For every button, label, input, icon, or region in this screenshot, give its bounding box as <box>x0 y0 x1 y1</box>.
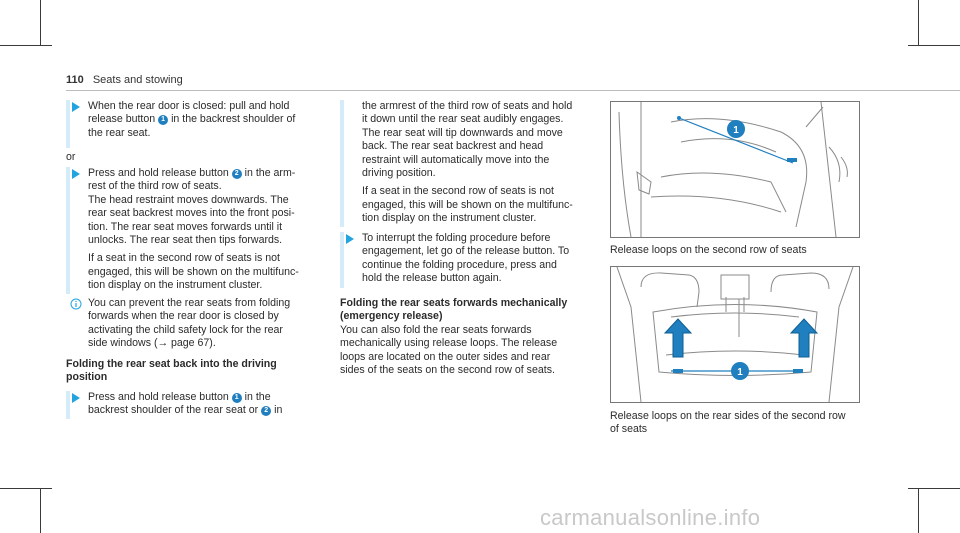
crop-mark <box>0 488 52 489</box>
text-line: rear seat backrest moves into the front posi- <box>88 207 295 220</box>
section-title: Seats and stowing <box>92 74 183 86</box>
text-line: release button 1 in the backrest shoulder of <box>88 113 296 126</box>
text-line: engaged, this will be shown on the multifunc- <box>88 265 299 278</box>
heading-line: Folding the rear seats forwards mechanically <box>340 297 568 309</box>
step-2 <box>66 167 336 294</box>
badge-2: 2 <box>261 406 271 416</box>
crop-mark <box>908 45 960 46</box>
step-arrow-icon <box>72 169 80 179</box>
step-4 <box>340 232 602 288</box>
text-line: When the rear door is closed: pull and hold <box>88 100 290 112</box>
badge-1: 1 <box>158 115 168 125</box>
text-line: driving position. <box>362 167 436 180</box>
text-line: If a seat in the second row of seats is not <box>362 185 554 198</box>
text-line: restraint will automatically move into the <box>362 153 550 166</box>
caption-line: Release loops on the rear sides of the second row <box>610 410 846 422</box>
seat-side-illustration <box>611 102 859 237</box>
figure-badge: 1 <box>737 367 743 378</box>
text-line: tion display on the instrument cluster. <box>88 279 263 292</box>
text-line: backrest shoulder of the rear seat or 2 in <box>88 404 283 417</box>
text-line: The head restraint moves downwards. The <box>88 193 289 206</box>
text-line: forwards when the rear door is closed by <box>88 310 279 323</box>
heading-line: Folding the rear seat back into the driving <box>66 358 277 370</box>
text-line: loops are located on the outer sides and rear <box>340 350 551 363</box>
step-3 <box>66 391 336 419</box>
text-line: back. The rear seat backrest and head <box>362 140 544 153</box>
header-rule <box>66 90 960 91</box>
note <box>66 297 336 351</box>
crop-mark <box>908 488 960 489</box>
step-arrow-icon <box>346 234 354 244</box>
watermark: carmanualsonline.info <box>540 505 761 530</box>
text-line: the armrest of the third row of seats and hold <box>362 100 573 112</box>
heading-emergency-release <box>340 297 610 324</box>
badge-1: 1 <box>232 393 242 403</box>
or-text: or <box>66 151 76 163</box>
crop-mark <box>40 488 41 533</box>
text-line: unlocks. The rear seat then tips forwards. <box>88 234 283 247</box>
step-arrow-icon <box>72 393 80 403</box>
text-line: If a seat in the second row of seats is not <box>88 252 280 265</box>
seat-rear-illustration <box>611 267 859 402</box>
page-header <box>66 74 960 86</box>
crop-mark <box>918 488 919 533</box>
text-line: To interrupt the folding procedure before <box>362 232 551 244</box>
step-arrow-icon <box>72 102 80 112</box>
caption-figure-1: Release loops on the second row of seats <box>610 244 807 256</box>
heading-fold-back <box>66 358 341 385</box>
text-line: You can also fold the rear seats forwards <box>340 324 532 336</box>
crop-mark <box>918 0 919 46</box>
figure-release-loops-rear-sides <box>610 266 860 403</box>
caption-line: of seats <box>610 423 648 436</box>
text-line: activating the child safety lock for the rear <box>88 323 283 336</box>
text-line: tion display on the instrument cluster. <box>362 212 537 225</box>
crop-mark <box>0 45 52 46</box>
text-line: The rear seat will tip downwards and move <box>362 126 563 139</box>
text-line: engagement, let go of the release button. To <box>362 245 570 258</box>
text-line: Press and hold release button 1 in the <box>88 391 271 403</box>
figure-release-loops-second-row <box>610 101 860 238</box>
text-line: Press and hold release button 2 in the arm- <box>88 167 296 179</box>
page-link[interactable]: side windows (→ page 67). <box>88 337 216 350</box>
crop-mark <box>40 0 41 46</box>
text-line: engaged, this will be shown on the multifunc- <box>362 198 573 211</box>
caption-figure-2 <box>610 410 846 437</box>
text-line: it down until the rear seat audibly engages. <box>362 113 564 126</box>
text-line: rest of the third row of seats. <box>88 180 222 193</box>
info-icon <box>70 298 82 310</box>
heading-line: position <box>66 371 108 384</box>
badge-2: 2 <box>232 169 242 179</box>
step-2-continued <box>340 100 602 227</box>
page-number: 110 <box>66 74 84 86</box>
heading-line: (emergency release) <box>340 310 443 323</box>
step-1 <box>66 100 336 148</box>
text-line: tion. The rear seat moves forwards until it <box>88 220 283 233</box>
text-line: sides of the seats on the second row of seats. <box>340 364 555 377</box>
text-line: hold the release button again. <box>362 272 502 285</box>
figure-badge: 1 <box>733 125 739 136</box>
text-line: the rear seat. <box>88 126 151 139</box>
text-line: You can prevent the rear seats from folding <box>88 297 291 309</box>
paragraph-emergency <box>340 324 610 378</box>
text-line: mechanically using release loops. The release <box>340 337 558 350</box>
text-line: continue the folding procedure, press and <box>362 258 557 271</box>
